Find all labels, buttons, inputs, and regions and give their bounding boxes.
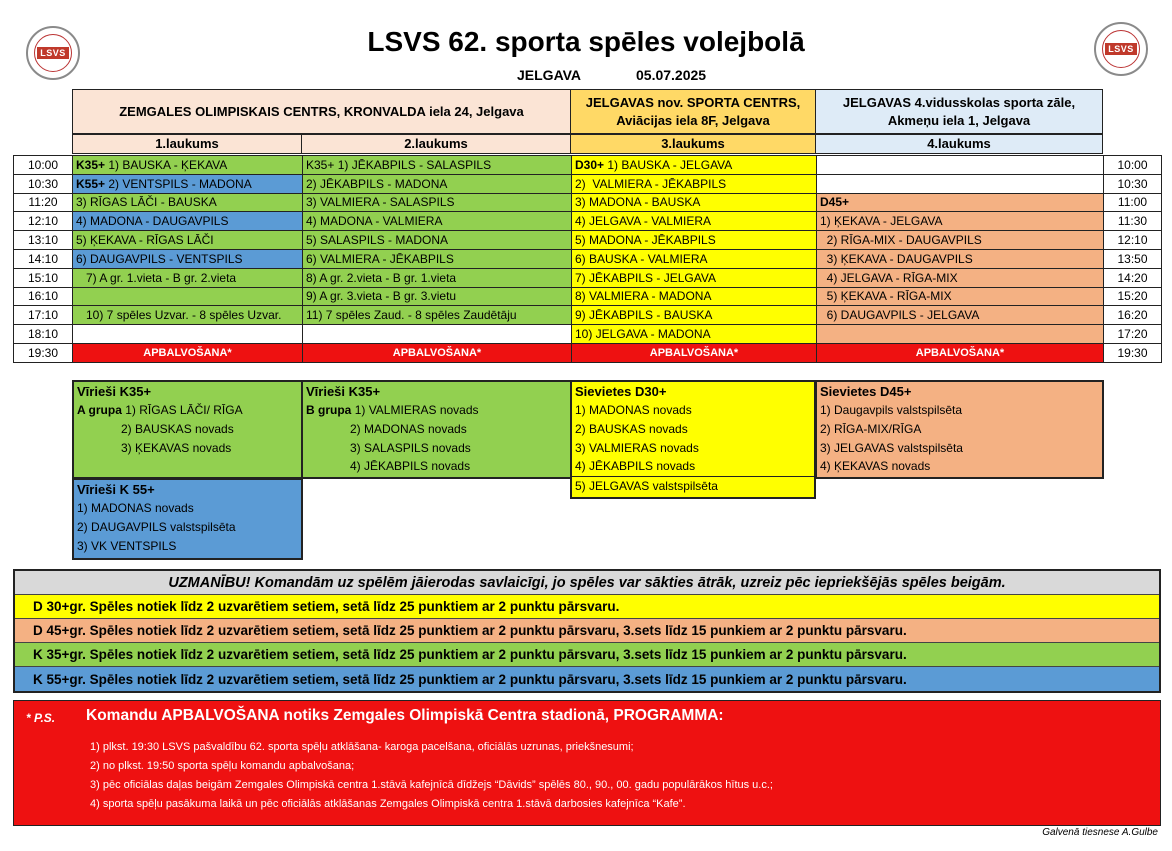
group-item: 2) RĪGA-MIX/RĪGA bbox=[820, 421, 922, 436]
group-d45 bbox=[815, 380, 1104, 479]
match-cell-c4 bbox=[817, 193, 1104, 212]
match-text: 6) DAUGAVPILS - VENTSPILS bbox=[76, 251, 243, 266]
ps-items bbox=[90, 738, 773, 814]
schedule-row bbox=[14, 249, 1162, 268]
group-item: 1) VALMIERAS novads bbox=[354, 403, 479, 417]
note-d45: D 45+gr. Spēles notiek līdz 2 uzvarētiem setiem, setā līdz 25 punktiem ar 2 punktu pārsvaru, 3.sets līdz 15 punkiem ar 2 punktu pārsvaru. bbox=[15, 619, 1159, 643]
schedule-row bbox=[14, 212, 1162, 231]
schedule-row bbox=[14, 156, 1162, 175]
time-cell: 17:20 bbox=[1104, 325, 1162, 344]
match-cell-c1 bbox=[73, 174, 303, 193]
venue-sporta-centrs-line1: JELGAVAS nov. SPORTA CENTRS, bbox=[585, 94, 801, 110]
match-text: 4) MADONA - VALMIERA bbox=[306, 214, 443, 229]
match-cell-c3 bbox=[572, 156, 817, 175]
group-item: 4) ĶEKAVAS novads bbox=[820, 459, 931, 474]
group-k35-a-label: A grupa bbox=[77, 403, 122, 417]
time-cell: 19:30 bbox=[1104, 343, 1162, 362]
warning-note: UZMANĪBU! Komandām uz spēlēm jāierodas savlaicīgi, jo spēles var sākties ātrāk, uzreiz pēc iepriekšējās spēles beigām. bbox=[15, 571, 1159, 595]
match-text: 5) SALASPILS - MADONA bbox=[306, 233, 449, 248]
group-k35-b bbox=[301, 380, 572, 479]
court-2-header: 2.laukums bbox=[301, 134, 571, 154]
time-cell: 12:10 bbox=[14, 212, 73, 231]
match-cell-c4 bbox=[817, 231, 1104, 250]
ps-item: 3) pēc oficiālas daļas beigām Zemgales Olimpiskā centra 1.stāvā kafejnīcā dīdžejs “Dāvids” spēlēs 80., 90., 00. gadu populārākos hītus u.c.; bbox=[90, 779, 773, 791]
match-cell-c1 bbox=[73, 193, 303, 212]
schedule-row bbox=[14, 231, 1162, 250]
award-cell: APBALVOŠANA* bbox=[817, 343, 1104, 362]
ps-label: * P.S. bbox=[26, 711, 56, 725]
match-cell-c3 bbox=[572, 268, 817, 287]
schedule-row bbox=[14, 306, 1162, 325]
match-cell-c3 bbox=[572, 231, 817, 250]
match-text: 6) DAUGAVPILS - JELGAVA bbox=[820, 308, 980, 323]
logo-text: LSVS bbox=[1105, 43, 1137, 55]
ps-section bbox=[13, 700, 1161, 826]
group-item: 3) SALASPILS novads bbox=[350, 440, 471, 455]
venue-sporta-centrs-line2: Aviācijas iela 8F, Jelgava bbox=[616, 112, 770, 128]
ps-item: 2) no plkst. 19:50 sporta spēļu komandu apbalvošana; bbox=[90, 760, 355, 772]
group-k55-title: Vīrieši K 55+ bbox=[77, 482, 155, 497]
match-text: 3) ĶEKAVA - DAUGAVPILS bbox=[820, 251, 973, 266]
group-item: 1) MADONAS novads bbox=[77, 501, 194, 515]
match-text: 3) VALMIERA - SALASPILS bbox=[306, 195, 455, 210]
schedule-row bbox=[14, 268, 1162, 287]
category-label: D45+ bbox=[820, 195, 850, 210]
match-text: 4) MADONA - DAUGAVPILS bbox=[76, 214, 229, 229]
note-d30: D 30+gr. Spēles notiek līdz 2 uzvarētiem setiem, setā līdz 25 punktiem ar 2 punktu pārsvaru. bbox=[15, 595, 1159, 619]
category-label: D30+ bbox=[575, 157, 605, 172]
time-cell: 10:30 bbox=[14, 174, 73, 193]
match-text: 1) BAUSKA - JELGAVA bbox=[604, 157, 733, 172]
group-item: 3) VK VENTSPILS bbox=[77, 538, 177, 553]
group-item: 4) JĒKABPILS novads bbox=[350, 459, 471, 474]
group-item: 2) DAUGAVPILS valstspilsēta bbox=[77, 519, 236, 534]
match-cell-c4 bbox=[817, 268, 1104, 287]
group-item: 5) JELGAVAS valstspilsēta bbox=[572, 476, 814, 496]
match-cell-c2 bbox=[303, 268, 572, 287]
match-text: 8) A gr. 2.vieta - B gr. 1.vieta bbox=[306, 270, 457, 285]
match-cell-c3 bbox=[572, 193, 817, 212]
schedule-table bbox=[13, 155, 1162, 363]
group-k55 bbox=[72, 478, 303, 560]
group-item: 1) Daugavpils valstspilsēta bbox=[820, 403, 963, 417]
match-cell-c1 bbox=[73, 156, 303, 175]
time-cell: 16:10 bbox=[14, 287, 73, 306]
venue-sporta-centrs bbox=[570, 89, 816, 134]
venue-4-vidusskola-line2: Akmeņu iela 1, Jelgava bbox=[887, 112, 1031, 128]
date-label: 05.07.2025 bbox=[636, 67, 707, 83]
match-cell-c2 bbox=[303, 156, 572, 175]
time-cell: 19:30 bbox=[14, 343, 73, 362]
group-item: 2) BAUSKAS novads bbox=[575, 421, 688, 436]
match-text: 3) MADONA - BAUSKA bbox=[575, 195, 701, 210]
match-text: 7) A gr. 1.vieta - B gr. 2.vieta bbox=[76, 270, 237, 285]
group-item: 4) JĒKABPILS novads bbox=[575, 459, 696, 474]
match-cell-c2 bbox=[303, 249, 572, 268]
time-cell: 13:50 bbox=[1104, 249, 1162, 268]
ps-item: 4) sporta spēļu pasākuma laikā un pēc oficiālās atklāšanas Zemgales Olimpiskā centra 1.stāvā darbosies kafejnīca “Kafe”. bbox=[90, 798, 686, 810]
match-text: 6) VALMIERA - JĒKABPILS bbox=[306, 251, 454, 266]
court-3-header: 3.laukums bbox=[570, 134, 816, 154]
match-cell-c2 bbox=[303, 212, 572, 231]
match-text: 1) BAUSKA - ĶEKAVA bbox=[105, 157, 228, 172]
match-text: 5) MADONA - JĒKABPILS bbox=[575, 233, 716, 248]
match-text: 3) RĪGAS LĀČI - BAUSKA bbox=[76, 195, 217, 210]
category-label: K55+ bbox=[76, 176, 106, 191]
venue-zemgales-text: ZEMGALES OLIMPISKAIS CENTRS, KRONVALDA iela 24, Jelgava bbox=[119, 103, 524, 119]
match-cell-c2 bbox=[303, 306, 572, 325]
time-cell: 18:10 bbox=[14, 325, 73, 344]
group-d45-title: Sievietes D45+ bbox=[820, 384, 912, 399]
page-title: LSVS 62. sporta spēles volejbolā bbox=[367, 26, 805, 57]
group-item: 2) BAUSKAS novads bbox=[121, 421, 234, 436]
match-cell-c3 bbox=[572, 249, 817, 268]
time-cell: 11:30 bbox=[1104, 212, 1162, 231]
match-text: K35+ 1) JĒKABPILS - SALASPILS bbox=[306, 157, 492, 172]
match-text: 9) JĒKABPILS - BAUSKA bbox=[575, 308, 713, 323]
match-cell-c1 bbox=[73, 268, 303, 287]
match-text: 10) 7 spēles Uzvar. - 8 spēles Uzvar. bbox=[76, 308, 282, 323]
match-text: 10) JELGAVA - MADONA bbox=[575, 327, 711, 342]
match-cell-c3 bbox=[572, 212, 817, 231]
match-cell-c1 bbox=[73, 231, 303, 250]
award-cell: APBALVOŠANA* bbox=[73, 343, 303, 362]
note-k55: K 55+gr. Spēles notiek līdz 2 uzvarētiem setiem, setā līdz 25 punktiem ar 2 punktu pārsvaru, 3.sets līdz 15 punkiem ar 2 punktu pārsvaru. bbox=[15, 667, 1159, 691]
group-item: 1) MADONAS novads bbox=[575, 403, 692, 417]
schedule-row bbox=[14, 325, 1162, 344]
time-cell: 13:10 bbox=[14, 231, 73, 250]
match-text: 5) ĶEKAVA - RĪGAS LĀČI bbox=[76, 233, 214, 248]
group-item: 3) ĶEKAVAS novads bbox=[121, 440, 232, 455]
match-cell-c4 bbox=[817, 306, 1104, 325]
match-text: 11) 7 spēles Zaud. - 8 spēles Zaudētāju bbox=[306, 308, 517, 323]
group-k35-b-label: B grupa bbox=[306, 403, 352, 417]
match-cell-c2 bbox=[303, 174, 572, 193]
match-cell-c2 bbox=[303, 193, 572, 212]
match-cell-c4 bbox=[817, 212, 1104, 231]
match-cell-c2 bbox=[303, 325, 572, 344]
match-cell-c3 bbox=[572, 174, 817, 193]
group-k35-a-title: Vīrieši K35+ bbox=[77, 384, 152, 399]
match-text: 2) VENTSPILS - MADONA bbox=[105, 176, 252, 191]
venue-4-vidusskola-line1: JELGAVAS 4.vidusskolas sporta zāle, bbox=[842, 94, 1076, 110]
time-cell: 17:10 bbox=[14, 306, 73, 325]
ps-heading: Komandu APBALVOŠANA notiks Zemgales Olimpiskā Centra stadionā, PROGRAMMA: bbox=[86, 707, 724, 724]
match-cell-c3 bbox=[572, 287, 817, 306]
time-cell: 15:20 bbox=[1104, 287, 1162, 306]
match-text: 4) JELGAVA - VALMIERA bbox=[575, 214, 712, 229]
award-row bbox=[14, 343, 1162, 362]
time-cell: 14:10 bbox=[14, 249, 73, 268]
match-cell-c1 bbox=[73, 325, 303, 344]
logo-text: LSVS bbox=[37, 47, 69, 59]
match-cell-c2 bbox=[303, 231, 572, 250]
match-cell-c1 bbox=[73, 306, 303, 325]
city-label: JELGAVA bbox=[517, 67, 582, 83]
match-text: 6) BAUSKA - VALMIERA bbox=[575, 251, 708, 266]
match-text: 2) JĒKABPILS - MADONA bbox=[306, 176, 448, 191]
match-cell-c1 bbox=[73, 287, 303, 306]
time-cell: 15:10 bbox=[14, 268, 73, 287]
match-cell-c1 bbox=[73, 249, 303, 268]
ps-item: 1) plkst. 19:30 LSVS pašvaldību 62. sporta spēļu atklāšana- karoga pacelšana, oficiālās uzrunas, priekšnesumi; bbox=[90, 741, 634, 753]
match-text: 8) VALMIERA - MADONA bbox=[575, 289, 712, 304]
match-text: 2) VALMIERA - JĒKABPILS bbox=[575, 176, 727, 191]
match-text: 1) ĶEKAVA - JELGAVA bbox=[820, 214, 943, 229]
match-cell-c3 bbox=[572, 325, 817, 344]
schedule-row bbox=[14, 174, 1162, 193]
match-cell-c4 bbox=[817, 249, 1104, 268]
match-cell-c4 bbox=[817, 156, 1104, 175]
match-text: 5) ĶEKAVA - RĪGA-MIX bbox=[820, 289, 952, 304]
group-item: 2) MADONAS novads bbox=[350, 421, 467, 436]
award-cell: APBALVOŠANA* bbox=[303, 343, 572, 362]
note-k35: K 35+gr. Spēles notiek līdz 2 uzvarētiem setiem, setā līdz 25 punktiem ar 2 punktu pārsvaru, 3.sets līdz 15 punkiem ar 2 punktu pārsvaru. bbox=[15, 643, 1159, 667]
time-cell: 14:20 bbox=[1104, 268, 1162, 287]
schedule-row bbox=[14, 287, 1162, 306]
match-cell-c1 bbox=[73, 212, 303, 231]
match-text: 4) JELGAVA - RĪGA-MIX bbox=[820, 270, 958, 285]
match-text: 2) RĪGA-MIX - DAUGAVPILS bbox=[820, 233, 982, 248]
group-item: 3) VALMIERAS novads bbox=[575, 440, 699, 455]
award-cell: APBALVOŠANA* bbox=[572, 343, 817, 362]
court-1-header: 1.laukums bbox=[72, 134, 302, 154]
time-cell: 10:30 bbox=[1104, 174, 1162, 193]
time-cell: 16:20 bbox=[1104, 306, 1162, 325]
match-cell-c4 bbox=[817, 287, 1104, 306]
schedule-row bbox=[14, 193, 1162, 212]
time-cell: 10:00 bbox=[1104, 156, 1162, 175]
match-text: 7) JĒKABPILS - JELGAVA bbox=[575, 270, 716, 285]
venue-zemgales bbox=[72, 89, 571, 134]
time-cell: 12:10 bbox=[1104, 231, 1162, 250]
time-cell: 10:00 bbox=[14, 156, 73, 175]
venue-4-vidusskola bbox=[815, 89, 1103, 134]
match-cell-c2 bbox=[303, 287, 572, 306]
match-text: 9) A gr. 3.vieta - B gr. 3.vietu bbox=[306, 289, 457, 304]
group-d30 bbox=[570, 380, 816, 499]
group-item: 3) JELGAVAS valstspilsēta bbox=[820, 440, 963, 455]
match-cell-c4 bbox=[817, 174, 1104, 193]
time-cell: 11:00 bbox=[1104, 193, 1162, 212]
match-cell-c3 bbox=[572, 306, 817, 325]
court-4-header: 4.laukums bbox=[815, 134, 1103, 154]
rules-notes bbox=[13, 569, 1161, 693]
category-label: K35+ bbox=[76, 157, 106, 172]
group-k35-b-title: Vīrieši K35+ bbox=[306, 384, 381, 399]
time-cell: 11:20 bbox=[14, 193, 73, 212]
signature: Galvenā tiesnese A.Gulbe bbox=[1042, 827, 1158, 838]
group-k35-a bbox=[72, 380, 303, 479]
group-d30-title: Sievietes D30+ bbox=[575, 384, 667, 399]
group-item: 1) RĪGAS LĀČI/ RĪGA bbox=[125, 403, 243, 417]
match-cell-c4 bbox=[817, 325, 1104, 344]
